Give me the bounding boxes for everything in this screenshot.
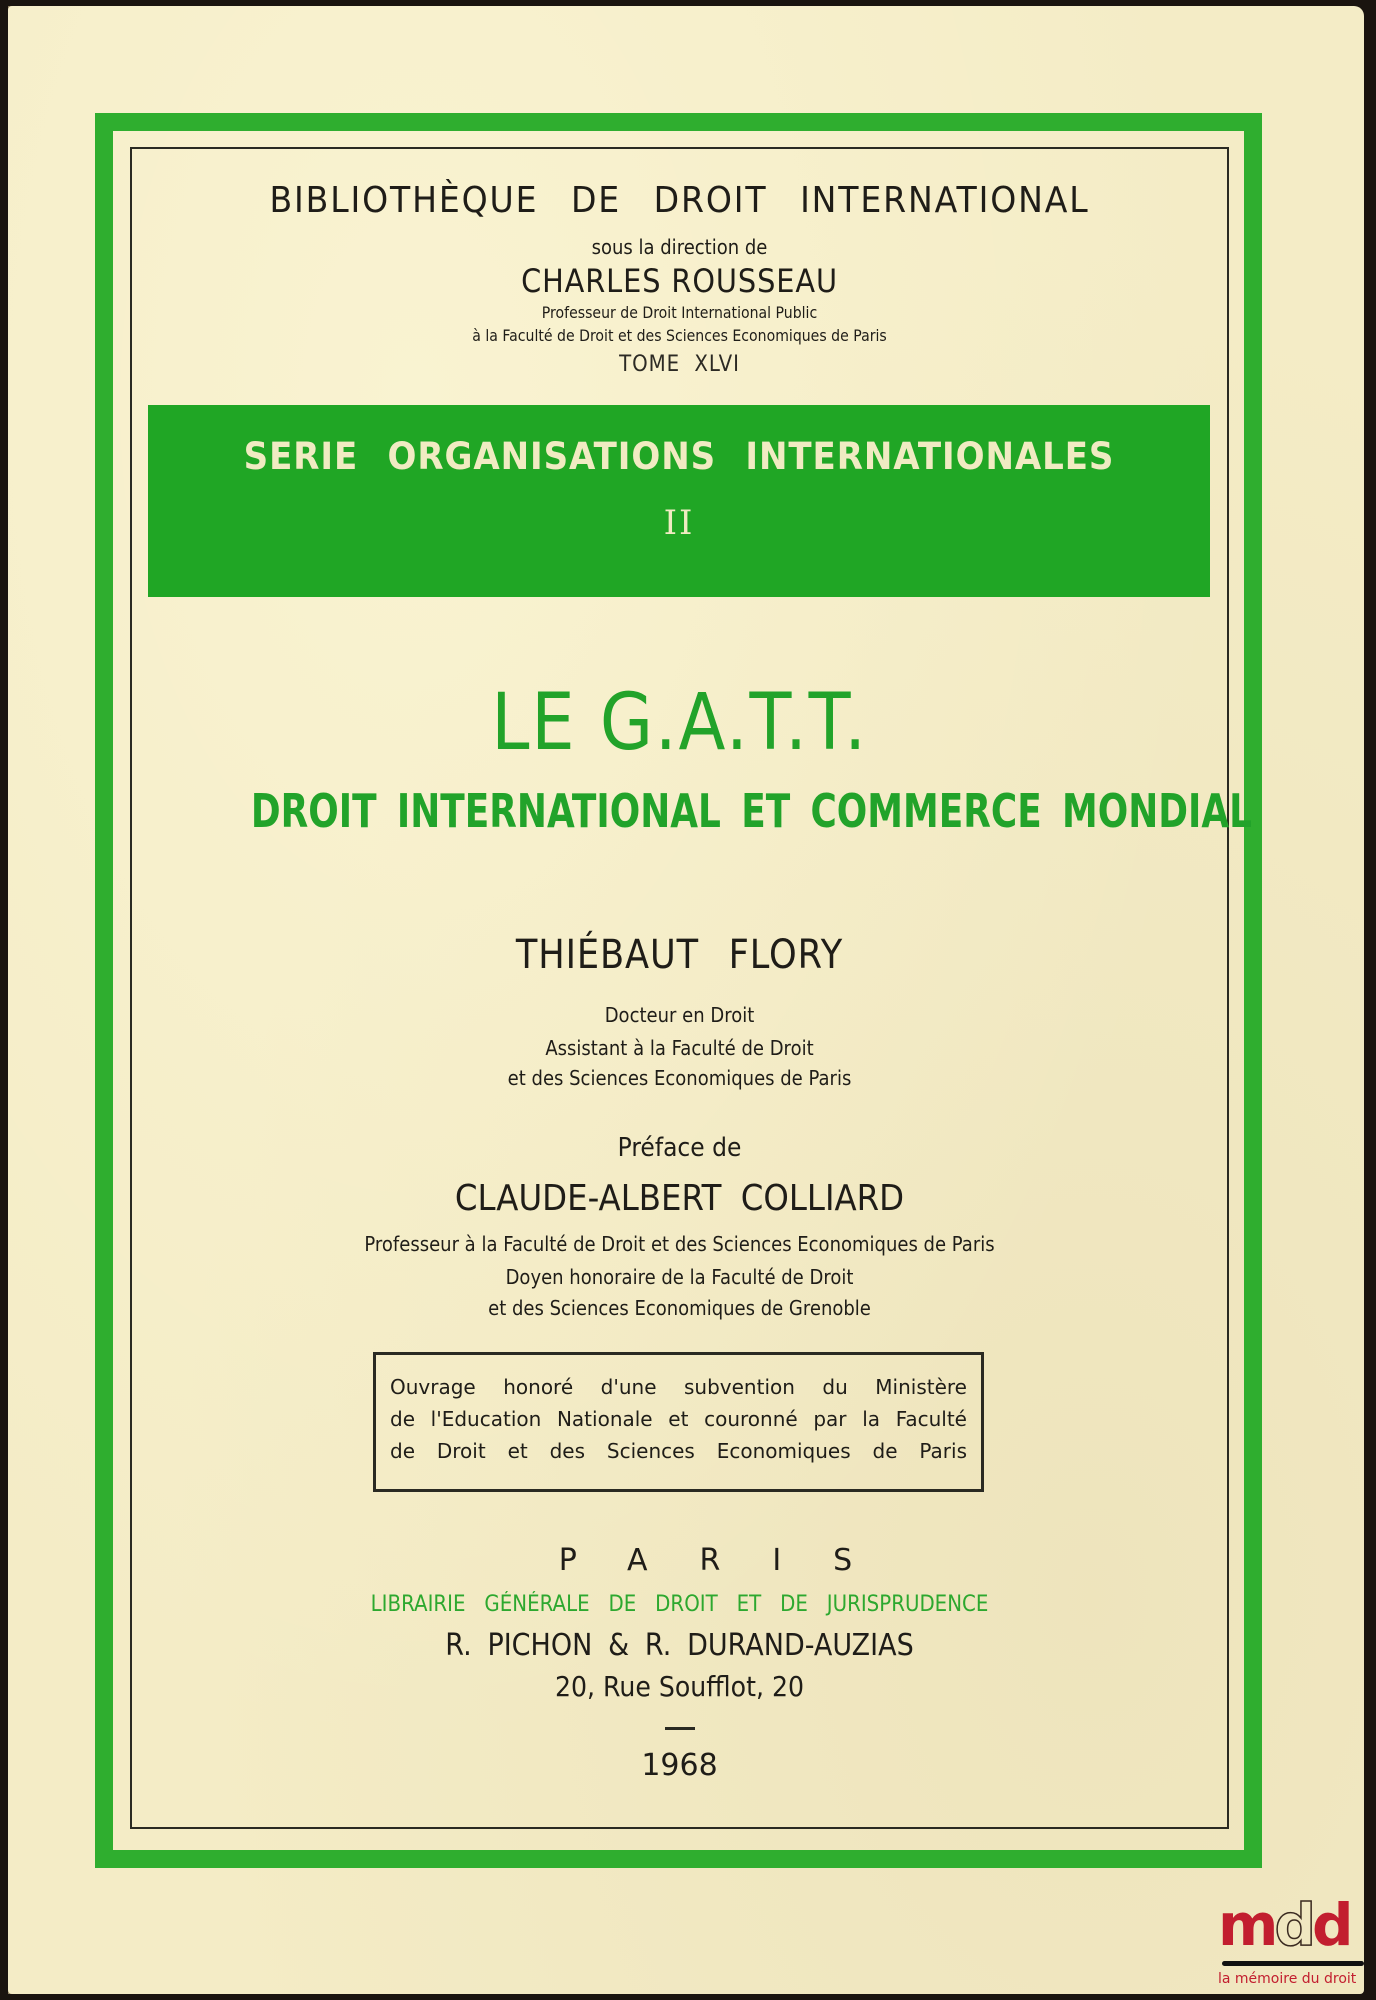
author-credential: Docteur en Droit	[604, 1003, 755, 1027]
collection-title: BIBLIOTHÈQUE DE DROIT INTERNATIONAL	[269, 180, 1090, 221]
series-band	[148, 405, 1210, 597]
award-notice-box	[373, 1352, 984, 1492]
director-title-2: à la Faculté de Droit et des Sciences Economiques de Paris	[472, 326, 887, 345]
publisher-name: LIBRAIRIE GÉNÉRALE DE DROIT ET DE JURISPRUDENCE	[370, 1592, 989, 1617]
logo-underline	[1222, 1961, 1364, 1966]
author-name: THIÉBAUT FLORY	[515, 932, 844, 978]
separator-dash	[665, 1727, 695, 1730]
logo-letter-m: m	[1218, 1891, 1275, 1959]
award-line: de Droit et des Sciences Economiques de Paris	[390, 1439, 967, 1463]
mdd-watermark-logo	[1218, 1891, 1368, 1995]
director-name: CHARLES ROUSSEAU	[521, 262, 838, 300]
preface-author-title-2: Doyen honoraire de la Faculté de Droit	[505, 1265, 854, 1289]
publisher-address: 20, Rue Soufflot, 20	[554, 1670, 805, 1703]
mdd-logo-icon	[1218, 1891, 1350, 1959]
publisher-city: PARIS	[558, 1543, 905, 1578]
book-title: LE G.A.T.T.	[491, 678, 868, 768]
series-number: II	[663, 503, 695, 543]
author-position-1: Assistant à la Faculté de Droit	[545, 1036, 814, 1060]
director-title-1: Professeur de Droit International Public	[541, 303, 818, 322]
award-line: Ouvrage honoré d'une subvention du Ministère	[390, 1375, 967, 1399]
book-subtitle: DROIT INTERNATIONAL ET COMMERCE MONDIAL	[250, 784, 1252, 838]
logo-tagline: la mémoire du droit	[1218, 1971, 1357, 1987]
award-line: de l'Education Nationale et couronné par la Faculté	[390, 1407, 967, 1431]
preface-author-name: CLAUDE-ALBERT COLLIARD	[454, 1178, 905, 1219]
preface-author-title-1: Professeur à la Faculté de Droit et des Sciences Economiques de Paris	[364, 1232, 995, 1256]
logo-letter-d-outline: d	[1274, 1891, 1312, 1959]
tome-number: TOME XLVI	[619, 352, 740, 377]
preface-label: Préface de	[617, 1133, 742, 1163]
preface-author-title-3: et des Sciences Economiques de Grenoble	[488, 1296, 871, 1320]
direction-label: sous la direction de	[591, 235, 768, 259]
author-position-2: et des Sciences Economiques de Paris	[507, 1066, 852, 1090]
logo-letter-d: d	[1311, 1891, 1350, 1959]
series-title: SERIE ORGANISATIONS INTERNATIONALES	[243, 435, 1115, 478]
publication-year: 1968	[641, 1748, 718, 1783]
publisher-owners: R. PICHON & R. DURAND-AUZIAS	[445, 1628, 914, 1663]
